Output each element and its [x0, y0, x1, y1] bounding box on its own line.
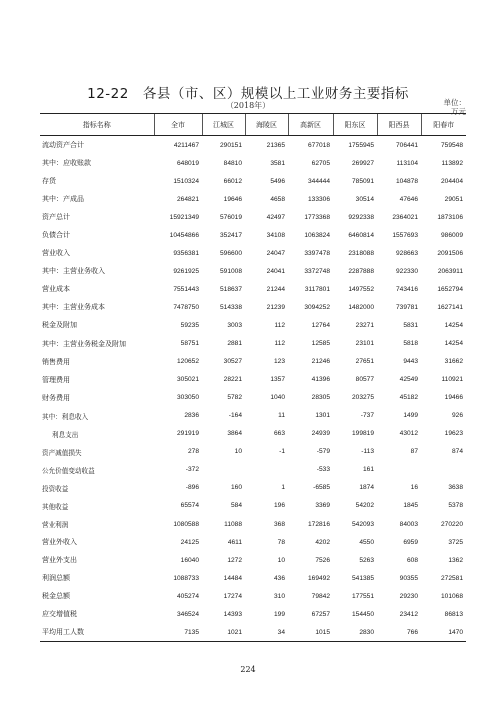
cell-value: 596600: [219, 249, 242, 257]
cell-value: 160: [230, 484, 242, 492]
page-title: 12-22 各县（市、区）规模以上工业财务主要指标: [87, 86, 409, 102]
cell-value: 4611: [227, 538, 242, 546]
row-label: 其他收益: [42, 502, 69, 511]
row-label: 资产减值损失: [42, 448, 82, 457]
cell-value: 79842: [311, 592, 330, 600]
cell-value: 28221: [223, 376, 242, 384]
cell-value: 2091506: [437, 249, 463, 257]
table-row: [40, 335, 466, 353]
cell-value: 19623: [444, 430, 463, 438]
cell-value: [421, 461, 466, 479]
cell-value: 54202: [355, 502, 374, 510]
cell-value: 59235: [180, 321, 199, 329]
cell-value: -896: [185, 484, 199, 492]
cell-value: 1: [281, 484, 285, 492]
cell-value: 62705: [311, 159, 330, 167]
table-row: [40, 479, 466, 497]
table-row: [40, 244, 466, 262]
cell-value: -579: [316, 448, 330, 456]
cell-value: 1021: [202, 623, 245, 642]
cell-value: 1015: [288, 623, 333, 642]
cell-value: 177551: [351, 592, 374, 600]
cell-value: 1080588: [173, 520, 199, 528]
cell-value: 30527: [223, 358, 242, 366]
cell-value: 1773368: [304, 213, 330, 221]
cell-value: 3117801: [304, 285, 330, 293]
cell-value: 874: [451, 448, 463, 456]
cell-value: 5378: [448, 502, 463, 510]
cell-value: 7526: [315, 556, 330, 564]
cell-value: 1272: [227, 556, 242, 564]
cell-value: 3369: [315, 502, 330, 510]
table-row: [40, 280, 466, 298]
unit-label-line2: 万元: [451, 107, 466, 116]
cell-value: 123: [273, 358, 285, 366]
cell-value: 3003: [227, 321, 242, 329]
row-label: 利息支出: [52, 430, 79, 439]
cell-value: 1755945: [348, 141, 374, 149]
cell-value: 1482000: [348, 303, 374, 311]
cell-value: 3372748: [304, 267, 330, 275]
cell-value: 541385: [351, 574, 374, 582]
cell-value: 204404: [440, 177, 463, 185]
table-row: [40, 353, 466, 371]
cell-value: 584: [230, 502, 242, 510]
cell-value: 3397478: [304, 249, 330, 257]
cell-value: 113104: [396, 159, 418, 167]
cell-value: 43012: [399, 430, 418, 438]
cell-value: 272581: [440, 574, 463, 582]
cell-value: 648019: [176, 159, 199, 167]
cell-value: 172816: [307, 520, 330, 528]
cell-value: 766: [377, 623, 421, 642]
table-row: [40, 226, 466, 244]
cell-value: 368: [273, 520, 285, 528]
cell-value: 6959: [403, 538, 418, 546]
cell-value: 23271: [355, 321, 374, 329]
cell-value: 120652: [176, 358, 199, 366]
cell-value: 199819: [351, 430, 374, 438]
cell-value: 1357: [270, 376, 285, 384]
row-label: 其中：主营业务成本: [42, 303, 105, 312]
row-label: 利润总额: [42, 574, 70, 583]
cell-value: 47646: [399, 195, 418, 203]
table-row: [40, 497, 466, 515]
cell-value: 706441: [395, 141, 418, 149]
cell-value: -737: [360, 412, 374, 420]
cell-value: 21239: [266, 303, 285, 311]
cell-value: 23412: [399, 610, 418, 618]
cell-value: 113892: [441, 159, 463, 167]
cell-value: 66012: [223, 177, 242, 185]
cell-value: 3094252: [304, 303, 330, 311]
table-body: [40, 136, 466, 642]
cell-value: 739781: [395, 303, 418, 311]
cell-value: 1088733: [173, 574, 199, 582]
cell-value: 12764: [311, 321, 330, 329]
row-label: 营业外收入: [42, 538, 77, 547]
table-row: [40, 389, 466, 407]
table-row: [40, 605, 466, 623]
cell-value: 21365: [266, 141, 285, 149]
cell-value: 104878: [395, 177, 418, 185]
cell-value: 21246: [311, 358, 330, 366]
table-row: [40, 172, 466, 190]
page-subtitle: （2018年）: [225, 101, 271, 110]
cell-value: 346524: [176, 610, 199, 618]
cell-value: 270220: [440, 520, 463, 528]
cell-value: 1063824: [304, 231, 330, 239]
cell-value: 34108: [266, 231, 285, 239]
table-row: [40, 551, 466, 569]
row-label: 负债合计: [42, 231, 70, 240]
cell-value: 4211467: [173, 141, 199, 149]
column-header-yangchun: 阳春市: [421, 114, 466, 136]
cell-value: [377, 461, 421, 479]
cell-value: 101068: [440, 592, 463, 600]
cell-value: 264821: [176, 195, 199, 203]
row-label: 公允价值变动收益: [42, 466, 95, 475]
column-header-jiangcheng: 江城区: [202, 114, 245, 136]
table-row: [40, 461, 466, 479]
table-row: [40, 316, 466, 334]
column-header-city-total: 全市: [154, 114, 202, 136]
cell-value: 518637: [219, 285, 242, 293]
cell-value: 9261925: [173, 267, 199, 275]
table-row: [40, 407, 466, 425]
table-row: [40, 154, 466, 172]
cell-value: 1040: [270, 394, 285, 402]
cell-value: 58751: [180, 340, 199, 348]
cell-value: 84003: [399, 520, 418, 528]
cell-value: 29230: [399, 592, 418, 600]
cell-value: 922330: [395, 267, 418, 275]
cell-value: 9292338: [348, 213, 374, 221]
cell-value: 29051: [444, 195, 463, 203]
table-row: [40, 208, 466, 226]
cell-value: 161: [362, 466, 374, 474]
cell-value: 1845: [403, 502, 418, 510]
unit-label-line1: 单位：: [443, 98, 466, 107]
cell-value: 133306: [307, 195, 330, 203]
cell-value: 542093: [351, 520, 374, 528]
cell-value: 291919: [176, 430, 199, 438]
cell-value: 7551443: [173, 285, 199, 293]
financial-indicators-table: [40, 113, 466, 642]
row-label: 存货: [42, 177, 56, 186]
cell-value: 31662: [444, 358, 463, 366]
cell-value: 1497552: [348, 285, 374, 293]
row-label: 税金及附加: [42, 321, 77, 330]
table-row: [40, 136, 466, 155]
cell-value: 14254: [444, 321, 463, 329]
table-row: [40, 515, 466, 533]
table-row: [40, 623, 466, 642]
cell-value: 15921349: [169, 213, 199, 221]
cell-value: 10: [277, 556, 285, 564]
row-label: 财务费用: [42, 393, 70, 402]
cell-value: 45182: [399, 394, 418, 402]
row-label: 管理费用: [42, 375, 70, 384]
cell-value: 310: [273, 592, 285, 600]
table-row: [40, 190, 466, 208]
cell-value: 24939: [311, 430, 330, 438]
cell-value: 67257: [311, 610, 330, 618]
cell-value: 24041: [266, 267, 285, 275]
cell-value: 4202: [315, 538, 330, 546]
cell-value: 1362: [448, 556, 463, 564]
cell-value: 5831: [403, 321, 418, 329]
cell-value: 78: [277, 538, 285, 546]
cell-value: 30514: [355, 195, 374, 203]
row-label: 投资收益: [42, 484, 69, 493]
cell-value: 986009: [440, 231, 463, 239]
cell-value: 112: [274, 321, 285, 329]
cell-value: 11088: [224, 520, 242, 528]
column-header-indicator: 指标名称: [40, 114, 154, 136]
cell-value: 576019: [219, 213, 242, 221]
cell-value: 16: [410, 484, 418, 492]
cell-value: 24047: [266, 249, 285, 257]
cell-value: 65574: [180, 502, 199, 510]
cell-value: 2881: [227, 340, 242, 348]
cell-value: 591008: [219, 267, 242, 275]
cell-value: 3638: [448, 484, 463, 492]
table-row: [40, 298, 466, 316]
cell-value: 352417: [219, 231, 242, 239]
cell-value: 28305: [311, 394, 330, 402]
row-label: 平均用工人数: [40, 623, 154, 642]
row-label: 税金总额: [42, 592, 70, 601]
cell-value: 1627141: [437, 303, 463, 311]
cell-value: 80577: [355, 376, 374, 384]
cell-value: 19646: [223, 195, 242, 203]
cell-value: 17274: [223, 592, 242, 600]
cell-value: 2364021: [392, 213, 418, 221]
cell-value: 19466: [444, 394, 463, 402]
cell-value: [202, 461, 245, 479]
row-label: 流动资产合计: [42, 141, 84, 150]
cell-value: 34: [245, 623, 288, 642]
row-label: 其中：应收账款: [42, 159, 91, 168]
cell-value: 14254: [444, 340, 463, 348]
cell-value: 928663: [395, 249, 418, 257]
cell-value: 21244: [266, 285, 285, 293]
cell-value: 14484: [223, 574, 242, 582]
table-row: [40, 371, 466, 389]
cell-value: 677018: [307, 141, 330, 149]
cell-value: 2836: [184, 412, 199, 420]
cell-value: 10454866: [169, 231, 199, 239]
cell-value: 203275: [351, 394, 374, 402]
table-row: [40, 587, 466, 605]
cell-value: 1873106: [437, 213, 463, 221]
cell-value: 3725: [448, 538, 463, 546]
cell-value: 23101: [355, 340, 374, 348]
cell-value: 5818: [403, 340, 418, 348]
cell-value: 743416: [395, 285, 418, 293]
cell-value: 303050: [176, 394, 199, 402]
table-row: [40, 443, 466, 461]
cell-value: 1874: [359, 484, 374, 492]
cell-value: -164: [228, 412, 242, 420]
cell-value: 926: [451, 412, 463, 420]
cell-value: 344444: [307, 177, 330, 185]
row-label: 营业成本: [42, 285, 70, 294]
cell-value: 7135: [154, 623, 202, 642]
cell-value: 169492: [307, 574, 330, 582]
cell-value: 1557693: [392, 231, 418, 239]
cell-value: 41396: [311, 376, 330, 384]
cell-value: 2318088: [348, 249, 374, 257]
row-label: 营业收入: [42, 249, 70, 258]
cell-value: 24125: [180, 538, 199, 546]
cell-value: 305021: [176, 376, 199, 384]
row-label: 其中：利息收入: [42, 412, 89, 421]
page-number: 224: [240, 665, 256, 674]
cell-value: 4550: [359, 538, 374, 546]
cell-value: 405274: [176, 592, 199, 600]
cell-value: 5496: [270, 177, 285, 185]
cell-value: 2287888: [348, 267, 374, 275]
cell-value: 9356381: [173, 249, 199, 257]
column-header-yangdong: 阳东区: [333, 114, 377, 136]
row-label: 销售费用: [42, 357, 70, 366]
cell-value: 3864: [227, 430, 242, 438]
row-label: 应交增值税: [42, 610, 77, 619]
row-label: 资产总计: [42, 213, 70, 222]
cell-value: 663: [273, 430, 285, 438]
cell-value: 5263: [359, 556, 374, 564]
row-label: 其中：主营业务收入: [42, 267, 105, 276]
cell-value: 5782: [227, 394, 242, 402]
cell-value: 14393: [223, 610, 242, 618]
column-header-hailing: 海陵区: [245, 114, 288, 136]
cell-value: 278: [187, 448, 199, 456]
table-header-row: [40, 114, 466, 136]
cell-value: 759548: [440, 141, 463, 149]
cell-value: -372: [185, 466, 199, 474]
cell-value: 86813: [444, 610, 463, 618]
cell-value: 87: [410, 448, 418, 456]
cell-value: -1: [279, 448, 285, 456]
cell-value: 1470: [421, 623, 466, 642]
cell-value: 12585: [311, 340, 330, 348]
cell-value: 11: [278, 412, 285, 420]
cell-value: 90355: [399, 574, 418, 582]
cell-value: 1301: [315, 412, 330, 420]
cell-value: 154450: [351, 610, 374, 618]
table-row: [40, 262, 466, 280]
cell-value: -113: [361, 448, 374, 456]
cell-value: -533: [316, 466, 330, 474]
cell-value: 9443: [403, 358, 418, 366]
cell-value: 436: [273, 574, 285, 582]
cell-value: 6460814: [348, 231, 374, 239]
cell-value: 1510324: [173, 177, 199, 185]
row-label: 营业外支出: [42, 556, 77, 565]
cell-value: 16040: [180, 556, 199, 564]
cell-value: 27651: [355, 358, 374, 366]
cell-value: 42549: [399, 376, 418, 384]
cell-value: 514338: [219, 303, 242, 311]
cell-value: 1652794: [437, 285, 463, 293]
cell-value: -6585: [313, 484, 330, 492]
cell-value: 290151: [219, 141, 242, 149]
cell-value: 2063911: [437, 267, 463, 275]
table-row: [40, 425, 466, 443]
column-header-yangxi: 阳西县: [377, 114, 421, 136]
cell-value: 2830: [333, 623, 377, 642]
cell-value: 110921: [441, 376, 463, 384]
cell-value: 269927: [351, 159, 374, 167]
cell-value: 10: [234, 448, 242, 456]
column-header-gaoxin: 高新区: [288, 114, 333, 136]
cell-value: 1499: [403, 412, 418, 420]
cell-value: 4658: [270, 195, 285, 203]
cell-value: 7478750: [173, 303, 199, 311]
cell-value: 84810: [223, 159, 242, 167]
cell-value: 42497: [266, 213, 285, 221]
cell-value: 199: [273, 610, 285, 618]
row-label: 其中：主营业务税金及附加: [42, 339, 126, 348]
cell-value: 785091: [351, 177, 374, 185]
row-label: 其中：产成品: [42, 195, 84, 204]
table-row: [40, 569, 466, 587]
cell-value: 196: [273, 502, 285, 510]
cell-value: [245, 461, 288, 479]
cell-value: 3581: [270, 159, 285, 167]
row-label: 营业利润: [42, 521, 69, 529]
cell-value: 608: [406, 556, 418, 564]
cell-value: 112: [274, 340, 285, 348]
table-row: [40, 533, 466, 551]
